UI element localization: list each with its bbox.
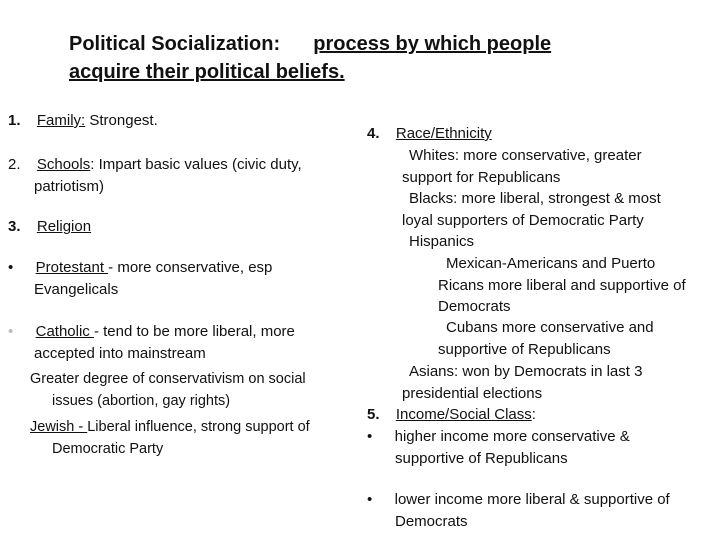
item-income: 5. Income/Social Class: bbox=[367, 406, 536, 423]
item-race-ethnicity: 4. Race/Ethnicity bbox=[367, 125, 492, 142]
asians-line2: presidential elections bbox=[402, 385, 543, 402]
protestant-label: Protestant bbox=[35, 259, 109, 276]
mexican-line1: Mexican-Americans and Puerto bbox=[446, 255, 656, 272]
cubans-line1: Cubans more conservative and bbox=[446, 319, 654, 336]
title-definition-line2: acquire their political beliefs. bbox=[69, 61, 345, 83]
mexican-line3: Democrats bbox=[438, 298, 511, 315]
slide-title bbox=[69, 30, 551, 58]
protestant-cont: Evangelicals bbox=[34, 281, 119, 298]
bullet-protestant: • Protestant - more conservative, esp bbox=[8, 259, 273, 276]
whites-line2: support for Republicans bbox=[402, 169, 561, 186]
family-label: Family: bbox=[36, 112, 86, 129]
jewish-label: Jewish - bbox=[30, 419, 88, 435]
item-family: 1. Family: Strongest. bbox=[8, 112, 158, 129]
schools-cont: patriotism) bbox=[34, 178, 105, 195]
whites-line1: Whites: more conservative, greater bbox=[409, 147, 642, 164]
lower-income-cont: Democrats bbox=[395, 513, 468, 530]
jewish-cont: Democratic Party bbox=[52, 441, 164, 457]
hispanics-label: Hispanics bbox=[409, 233, 475, 250]
catholic-label: Catholic bbox=[35, 323, 94, 340]
asians-line1: Asians: won by Democrats in last 3 bbox=[409, 363, 643, 380]
religion-label: Religion bbox=[36, 218, 92, 235]
cubans-line2: supportive of Republicans bbox=[438, 341, 611, 358]
title-definition-line1: process by which people bbox=[313, 33, 552, 55]
bullet-lower-income: • lower income more liberal & supportive of bbox=[367, 491, 670, 508]
schools-label: Schools bbox=[36, 156, 91, 173]
bullet-catholic: • Catholic - tend to be more liberal, more bbox=[8, 323, 295, 340]
greater-conservativism-line1: Greater degree of conservativism on social bbox=[30, 371, 306, 387]
blacks-line2: loyal supporters of Democratic Party bbox=[402, 212, 644, 229]
jewish-line1: Jewish - Liberal influence, strong support of bbox=[30, 419, 310, 435]
greater-conservativism-line2: issues (abortion, gay rights) bbox=[52, 393, 231, 409]
item-religion: 3. Religion bbox=[8, 218, 92, 235]
income-label: Income/Social Class bbox=[395, 406, 532, 423]
bullet-higher-income: • higher income more conservative & bbox=[367, 428, 630, 445]
race-label: Race/Ethnicity bbox=[395, 125, 492, 142]
catholic-cont: accepted into mainstream bbox=[34, 345, 206, 362]
blacks-line1: Blacks: more liberal, strongest & most bbox=[409, 190, 661, 207]
higher-income-cont: supportive of Republicans bbox=[395, 450, 568, 467]
item-schools: 2. Schools: Impart basic values (civic duty, bbox=[8, 156, 302, 173]
title-prefix: Political Socialization: bbox=[69, 33, 281, 55]
mexican-line2: Ricans more liberal and supportive of bbox=[438, 277, 686, 294]
